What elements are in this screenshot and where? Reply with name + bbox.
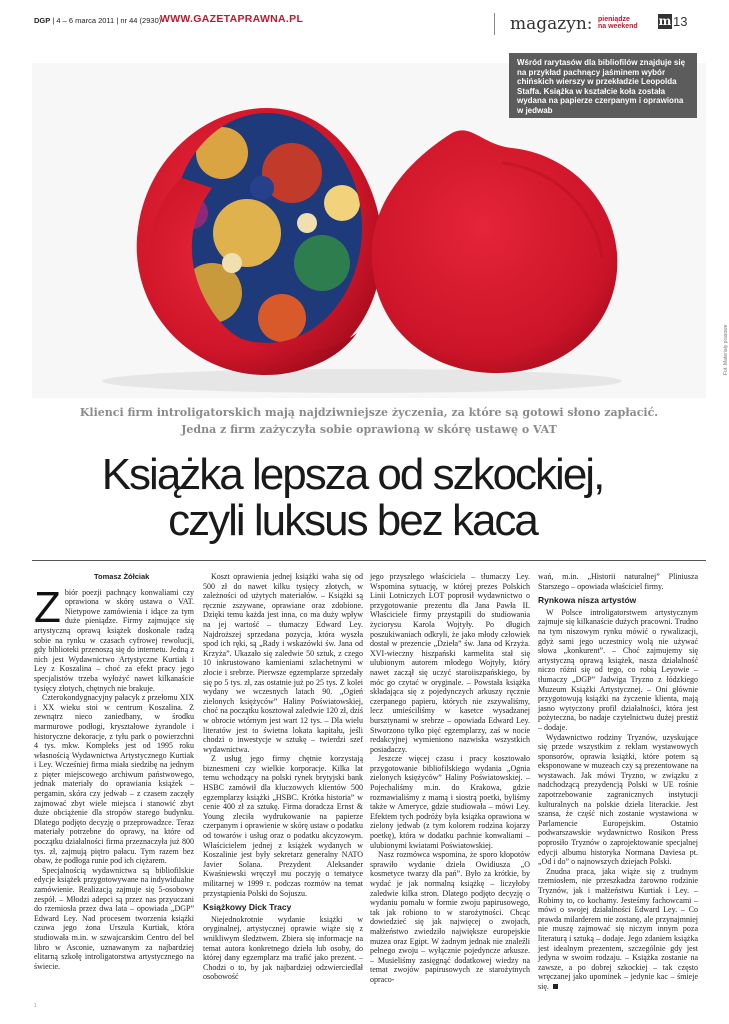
article-column-3: [370, 572, 530, 985]
article-paragraph: jego przyszłego właściciela – tłumaczy Ley. Wspomina sytuację, w której prezes Polskich Linii Lotniczych LOT poprosił wydawnictwo o przygotowanie prezentu dla Jana Pawła II. Właściciele firmy przystąpili do studiowania życiorysu Karola Wojtyły. Po długich poszukiwaniach odkryli, że jako młody człowiek dostał w prezencie „Dzieła” św. Jana od Krzyża. XVI-wieczny hiszpański karmelita stał się ulubionym autorem młodego Wojtyły, który nawet zaczął się uczyć staroiiszpańskiego, by móc go czytać w oryginale. – Powstała książka składająca się z pojedynczych arkuszy ręcznie czerpanego papieru, których nie zszywaliśmy, lecz umieściliśmy w kasetce wysadzanej bursztynami w srebrze – opowiada Edward Ley. Stworzono tylko pięć egzemplarzy, zaś w nocie redakcyjnej wymieniono nazwiska wszystkich posiadaczy.: [370, 572, 530, 754]
article-column-1: [34, 572, 194, 971]
article-paragraph: Wydawnictwo rodziny Tryznów, uzyskujące się przede wszystkim z reklam wystawowych sponsorów, oprawia książki, które potem są eksponowane w muzeach czy są prezentowane na wystawach. Jak mówi Tryzno, w związku z nadchodzącą prezydencją Polski w UE rośnie zapotrzebowanie zagranicznych instytucji kulturalnych na polskie dzieła literackie. Jest szansa, że część nich zostanie wystawiona w Parlamencie Europejskim. Ostatnio podwarszawskie wydawnictwo Rosikon Press poprosiło Tryznów o zaprojektowanie specjalnej edycji albumu historyka Normana Daviesa pt. „Od i do” o najnowszych dziejach Polski.: [538, 732, 698, 867]
article-paragraph: Z usług jego firmy chętnie korzystają biznesmeni czy wielkie korporacje. Kilka lat temu wchodzący na polski rynek brytyjski bank HSBC zamówił dla kluczowych klientów 500 egzemplarzy książki „HSBC. Krótka historia” w cenie 400 zł za sztukę. Firma doradcza Ernst & Young zleciła wydrukowanie na papierze czerpanym i oprawienie w skórę ustaw o podatku od towarów i usług oraz o podatku akcyzowym. Właścicielem jednej z książek wydanych w Koszalinie jest były sekretarz generalny NATO Javier Solana. Prezydent Aleksander Kwaśniewski wręczył mu poczyję o tematyce militarnej w 1999 r. podczas rozmów na temat przystąpienia Polski do Sojuszu.: [203, 754, 363, 898]
article-paragraph: Jeszcze więcej czasu i pracy kosztowało przygotowanie bibliofilskiego wydania „Ognia zielonych księżyców” Haliny Poświatowskiej. – Pojechaliśmy m.in. do Krakowa, gdzie rozmawialiśmy z mamą i siostrą poetki, byliśmy także w Ameryce, gdzie studiowała – mówi Ley. Efektem tych podróży była książka oprawiona w zielony jedwab (z tym kolorem rodzina kojarzy poetkę), która w dodatku pachnie konwaliami – ulubionymi kwiatami Poświatowskiej.: [370, 754, 530, 850]
article-paragraph: W Polsce introligatorstwem artystycznym zajmuje się kilkanaście dużych pracowni. Trudno na tym niszowym rynku mówić o rywalizacji, gdyż sami jego uczestnicy wolą nie używać słowa „konkurent”. – Choć zajmujemy się artystyczną oprawą książek, nasza działalność niczo różni się od tego, co robią Leyowie – tłumaczy „DGP” Jadwiga Tryzno z łódzkiego Muzeum Książki Artystycznej. – Oni głównie przygotowują książki na życzenie klienta, mają jasno wytyczony profil działalności, która jest pożyteczna, bo nadaje czytelnictwu dużej prestiż – dodaje.: [538, 607, 698, 732]
section-subtitle-line2: na weekend: [598, 23, 638, 30]
headline-line-1: Książka lepsza od szkockiej,: [101, 450, 604, 499]
section-letter-badge: m: [658, 14, 672, 28]
article-paragraph: Niejednokrotnie wydanie książki w oryginalnej, artystycznej oprawie wiąże się z wnikliwym śledztwem. Zbiera się informacje na temat autora konkretnego dzieła lub osoby, do której dany egzemplarz ma trafić jako prezent. – Chodzi o to, by jak najbardziej odzwierciedlał osobowość: [203, 914, 363, 982]
brand-label: DGP: [34, 16, 51, 25]
section-title: magazyn:: [510, 14, 593, 34]
article-headline: [0, 452, 705, 544]
drop-cap: Z: [34, 582, 61, 632]
article-lead: [32, 404, 706, 438]
article-paragraph: Specjalnością wydawnictwa są bibliofilskie edycje książek przygotowywane na indywidualne zamówienie. Realizacją zajmuje się 5-osobowy zespół. – Młodzi adepci są przez nas przyuczani do rzemiosła przez dwa lata – opowiada „DGP” Edward Ley. Nad procesem tworzenia książki czuwa jego żona Urszula Kurtiak, która studiowała m.in. w szwajcarskim Centro del bel libro w Asconie, uznawanym za najbardziej elitarną szkołę introligatorstwa artystycznego na świecie.: [34, 865, 194, 971]
issue-date: 4 – 6 marca 2011: [56, 16, 115, 25]
article-subheading: Rynkowa nisza artystów: [538, 595, 637, 606]
photo-credit: Fot. Materiały prasowe: [723, 324, 729, 375]
header-publication-info: DGP | 4 – 6 marca 2011 | nr 44 (2930): [34, 16, 162, 25]
article-author: Tomasz Żółciak: [94, 572, 150, 581]
page-marker: 1: [34, 1003, 37, 1009]
photo-caption: Wśród rarytasów dla bibliofilów znajduje się na przykład pachnący jaśminem wybór chińskich wierszy w przekładzie Leopolda Staffa. Książka w kształcie koła została wydana na papierze czerpanym i oprawiona w jedwab: [509, 53, 697, 118]
article-paragraph: Czterokondygnacyjny pałacyk z przełomu XIX i XX wieku stoi w centrum Koszalina. Z zewnątrz nieco zaniedbany, w środku marmurowe podłogi, kryształowe żyrandole i historyczne dekoracje, z tyłu park o powierzchni 4 tys. mkw. Kompleks jest od 1995 roku własnością Wydawnictwa Artystycznego Kurtiak i Ley. Wcześniej firma miała siedzibę na jednym z pięter miejscowego archiwum państwowego, jednak materiały do oprawiania książek – pergamin, skóra czy jedwab – z czasem zaczęły zajmować zbyt wiele miejsca i stanowić zbyt duże obciążenie dla stropów starego budynku. Dlatego podjęto decyzję o przeprowadzce. Teraz materiały potrzebne do oprawy, na które od początku działalności firma przeznaczyła już 800 tys. zł, zajmują piętro pałacu. Tym razem bez obaw, że podłoga runie pod ich ciężarem.: [34, 693, 194, 866]
headline-divider: [32, 560, 706, 561]
issue-number: nr 44 (2930): [120, 16, 162, 25]
paragraph-text: Znudna praca, jaka wiąże się z trudnym rzemiosłem, nie przeszkadza żarowno rodzinie Tryznów, jak i małżeństwu Kurtiak i Ley. – Robimy to, co kochamy. Jesteśmy fachowcami – mówi o swojej działalności Edward Ley. – Co prawda milarderem nie zostanę, ale przynajmniej nie muszę zajmować się niczym innym poza literaturą i sztuką – dodaje. Jego zdaniem książka jest idealnym prezentem, szczególnie gdy jest jedyna w swoim rodzaju. – Książka zostanie na zawsze, a po dobrej szkockiej – tak często wręczanej jako upominek – jedynie kac – śmieje się.: [538, 866, 698, 991]
article-column-4: [538, 572, 698, 992]
article-paragraph: [34, 582, 194, 694]
section-subtitle: [598, 16, 638, 30]
page-number: 13: [673, 14, 688, 29]
page-header: [0, 0, 705, 44]
section-subtitle-line1: pieniądze: [598, 16, 630, 23]
article-paragraph: Nasz rozmówca wspomina, że sporo kłopotów sprawiło wydanie dzieła Owidiusza „O kosmetyce twarzy dla pań”. Było za krótkie, by wydać je jak normalną książkę – liczyłoby zaledwie kilka stron. Dlatego podjęto decyzję o wydaniu pomału w formie zwoju papirusowego, tak jak robiono to w starożytności. Chcąc dowiedzieć się jak najwięcej o zwojach, małżeństwo zwiedziło największe europejskie muzea oraz Egipt. W żadnym jednak nie znaleźli pełnego zwoju – wyłącznie pojedyncze arkusze. – Musieliśmy zasięgnąć dodatkowej wiedzy na temat zwojów papirusowych ze starożytnych opraco-: [370, 850, 530, 984]
article-column-2: [203, 572, 363, 982]
lead-line-2: Jedna z firm zażyczyła sobie oprawioną w skórę ustawę o VAT: [181, 423, 557, 436]
header-divider: [494, 13, 495, 35]
lead-line-1: Klienci firm introligatorskich mają najdziwniejsze życzenia, za które są gotowi słono zapłacić.: [79, 406, 659, 419]
end-of-article-mark: [553, 984, 558, 989]
headline-line-2: czyli luksus bez kaca: [168, 496, 537, 545]
article-paragraph: wań, m.in. „Historii naturalnej” Pliniusza Starszego – opowiada właściciel firmy.: [538, 572, 698, 591]
article-paragraph: Koszt oprawienia jednej książki waha się od 500 zł do nawet kilku tysięcy złotych, w zależności od użytych materiałów. – Książki są ręcznie zszywane, oprawiane oraz zdobione. Dzięki temu każda jest inna, co ma duży wpływ na jej wartość – tłumaczy Edward Ley. Najdroższej sprzedana pozycja, która wyszła spod ich ręki, są „Rady i wskazówki św. Jana od Krzyża”. Ukazało się zaledwie 50 sztuk, z czego 10 inkrustowano kamieniami szlachetnymi w złocie i srebrze. Pierwsze egzemplarze sprzedały się po 5 tys. zł, zas ostatnie już po 25 tys. Z kolei wydany we wczesnych latach 90. „Ogień zielonych księżyców” Haliny Poświatowskiej, choć na początku kosztował zaledwie 120 zł, dziś w obrocie wtórnym jest wart 12 tys. – Dla wielu literatów jest to świetna lokata kapitału, jeśli chodzi o inwestycje w sztukę – twierdzi szef wydawnictwa.: [203, 572, 363, 754]
article-paragraph: [538, 867, 698, 992]
website-url[interactable]: WWW.GAZETAPRAWNA.PL: [160, 13, 304, 25]
paragraph-text: biór poezji pachnący konwaliami czy oprawiona w skórę ustawa o VAT. Nietypowe zamówienia i idące za tym duże pieniądze. Firmy zajmujące się artystyczną oprawą książek doskonale radzą sobie na rynku w czasach cyfrowej rewolucji, gdy biblioteki przenoszą się do internetu. Jedną z nich jest Wydawnictwo Artystyczne Kurtiak i Ley z Koszalina – choć za efekt pracy jego specjalistów trzeba wyłożyć nawet kilkanaście tysięcy złotych, chętnych nie brakuje.: [34, 587, 194, 693]
article-subheading: Książkowy Dick Tracy: [203, 902, 292, 913]
